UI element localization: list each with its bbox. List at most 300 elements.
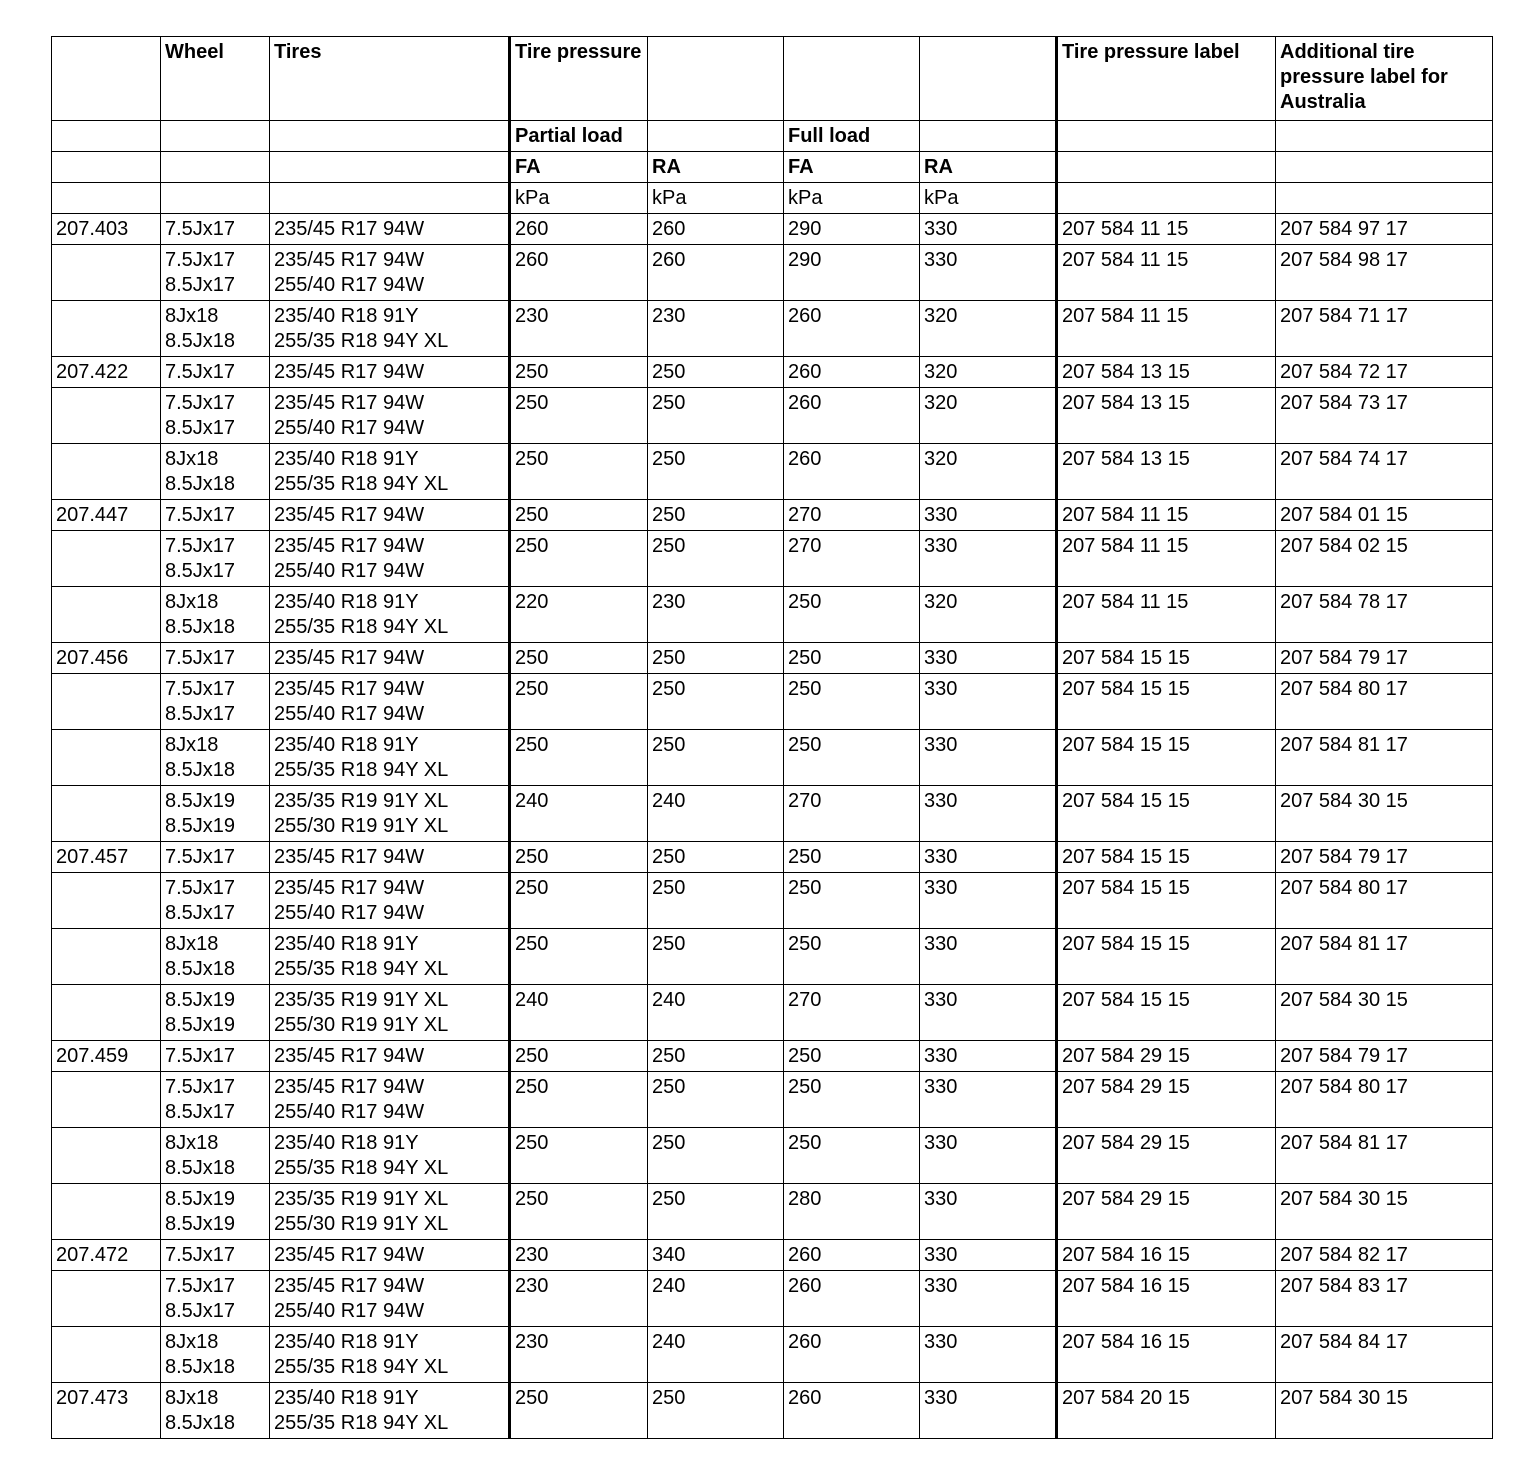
cell-model (52, 1184, 161, 1240)
cell-tires-line: 235/45 R17 94W (274, 249, 425, 271)
table-row (52, 1184, 1493, 1240)
cell-tire-pressure-label: 207 584 11 15 (1057, 301, 1276, 357)
cell-wheel-line: 8Jx18 (165, 933, 219, 955)
cell-tire-pressure-label: 207 584 15 15 (1057, 873, 1276, 929)
cell-australia-label: 207 584 74 17 (1276, 444, 1493, 500)
cell-tires-line: 255/35 R18 94Y XL (274, 473, 449, 495)
cell-full-ra: 330 (920, 531, 1057, 587)
cell-full-ra: 330 (920, 1271, 1057, 1327)
cell-wheel-line: 7.5Jx17 (165, 877, 236, 899)
cell-wheel-line: 8.5Jx18 (165, 473, 236, 495)
cell-wheel-line: 8Jx18 (165, 591, 219, 613)
cell-tire-pressure-label: 207 584 16 15 (1057, 1240, 1276, 1271)
cell-tires (270, 985, 510, 1041)
cell-wheel-line: 8.5Jx19 (165, 815, 236, 837)
cell-tires-line: 235/40 R18 91Y (274, 591, 419, 613)
cell-wheel (161, 1327, 270, 1383)
cell-full-ra: 330 (920, 1184, 1057, 1240)
cell-tires (270, 873, 510, 929)
cell-full-fa: 250 (784, 1072, 920, 1128)
cell-partial-fa: 240 (510, 985, 648, 1041)
cell-wheel-line: 7.5Jx17 (165, 218, 236, 240)
cell-model (52, 1327, 161, 1383)
cell-tires-line: 255/40 R17 94W (274, 1101, 425, 1123)
cell-wheel-line: 8.5Jx17 (165, 703, 236, 725)
header-unit: kPa (510, 183, 648, 214)
cell-tires (270, 1184, 510, 1240)
cell-wheel (161, 786, 270, 842)
cell-partial-ra: 250 (648, 1041, 784, 1072)
cell-full-fa: 250 (784, 1041, 920, 1072)
cell-wheel (161, 444, 270, 500)
cell-partial-ra: 250 (648, 873, 784, 929)
cell-tires-line: 235/40 R18 91Y (274, 1331, 419, 1353)
cell-wheel-line: 8Jx18 (165, 1331, 219, 1353)
cell-tires (270, 214, 510, 245)
cell-partial-ra: 240 (648, 1327, 784, 1383)
cell-full-fa: 260 (784, 357, 920, 388)
cell-wheel (161, 301, 270, 357)
cell-tires-line: 255/35 R18 94Y XL (274, 1157, 449, 1179)
cell-wheel-line: 7.5Jx17 (165, 361, 236, 383)
cell-full-fa: 250 (784, 1128, 920, 1184)
header-wheel: Wheel (161, 37, 270, 121)
cell-wheel-line: 8.5Jx18 (165, 616, 236, 638)
header-empty-cell (1057, 121, 1276, 152)
cell-full-ra: 330 (920, 1240, 1057, 1271)
cell-tires-line: 235/45 R17 94W (274, 392, 425, 414)
cell-wheel (161, 245, 270, 301)
table-row (52, 357, 1493, 388)
cell-tires-line: 255/35 R18 94Y XL (274, 616, 449, 638)
cell-tires (270, 245, 510, 301)
cell-tires-line: 235/40 R18 91Y (274, 305, 419, 327)
cell-tire-pressure-label: 207 584 29 15 (1057, 1041, 1276, 1072)
cell-wheel-line: 8Jx18 (165, 1387, 219, 1409)
cell-full-ra: 330 (920, 1327, 1057, 1383)
cell-partial-fa: 260 (510, 245, 648, 301)
cell-wheel-line: 8.5Jx17 (165, 902, 236, 924)
cell-full-ra: 330 (920, 245, 1057, 301)
cell-model: 207.422 (52, 357, 161, 388)
table-row (52, 1383, 1493, 1439)
cell-wheel-line: 7.5Jx17 (165, 846, 236, 868)
cell-full-fa: 250 (784, 587, 920, 643)
cell-wheel (161, 357, 270, 388)
table-row (52, 842, 1493, 873)
cell-tires (270, 587, 510, 643)
cell-tires-line: 255/35 R18 94Y XL (274, 330, 449, 352)
cell-full-fa: 270 (784, 985, 920, 1041)
cell-tire-pressure-label: 207 584 11 15 (1057, 500, 1276, 531)
table-row (52, 929, 1493, 985)
cell-tires-line: 255/30 R19 91Y XL (274, 815, 449, 837)
cell-tires (270, 786, 510, 842)
cell-tires-line: 235/45 R17 94W (274, 1076, 425, 1098)
table-row (52, 1072, 1493, 1128)
header-model (52, 37, 161, 121)
cell-tires (270, 1128, 510, 1184)
cell-model (52, 929, 161, 985)
cell-full-ra: 330 (920, 500, 1057, 531)
cell-wheel-line: 8.5Jx17 (165, 560, 236, 582)
cell-wheel (161, 1184, 270, 1240)
cell-tires (270, 1072, 510, 1128)
cell-wheel-line: 7.5Jx17 (165, 678, 236, 700)
table-row (52, 1128, 1493, 1184)
cell-partial-ra: 240 (648, 1271, 784, 1327)
cell-wheel-line: 7.5Jx17 (165, 392, 236, 414)
cell-australia-label: 207 584 79 17 (1276, 1041, 1493, 1072)
cell-full-ra: 330 (920, 1041, 1057, 1072)
header-empty-cell (270, 152, 510, 183)
cell-tire-pressure-label: 207 584 16 15 (1057, 1327, 1276, 1383)
header-empty-cell (1276, 121, 1493, 152)
table-row (52, 730, 1493, 786)
cell-full-fa: 260 (784, 444, 920, 500)
cell-full-fa: 250 (784, 730, 920, 786)
cell-model (52, 444, 161, 500)
cell-full-fa: 260 (784, 1327, 920, 1383)
header-empty-cell (784, 37, 920, 121)
cell-australia-label: 207 584 81 17 (1276, 1128, 1493, 1184)
cell-tires (270, 1383, 510, 1439)
header-empty-cell (161, 183, 270, 214)
cell-full-ra: 330 (920, 674, 1057, 730)
table-row (52, 301, 1493, 357)
cell-tires-line: 235/40 R18 91Y (274, 933, 419, 955)
cell-tires-line: 255/30 R19 91Y XL (274, 1014, 449, 1036)
header-row-titles (52, 37, 1493, 121)
header-empty-cell (648, 37, 784, 121)
cell-model (52, 301, 161, 357)
header-unit: kPa (784, 183, 920, 214)
cell-partial-fa: 250 (510, 1072, 648, 1128)
cell-partial-ra: 230 (648, 301, 784, 357)
cell-wheel-line: 7.5Jx17 (165, 504, 236, 526)
cell-full-fa: 260 (784, 1240, 920, 1271)
cell-wheel (161, 929, 270, 985)
cell-partial-fa: 260 (510, 214, 648, 245)
header-empty-cell (920, 37, 1057, 121)
header-empty-cell (52, 121, 161, 152)
header-empty-cell (1057, 152, 1276, 183)
cell-wheel-line: 8.5Jx17 (165, 417, 236, 439)
cell-tires-line: 235/35 R19 91Y XL (274, 790, 449, 812)
header-tire-pressure: Tire pressure (510, 37, 648, 121)
cell-australia-label: 207 584 80 17 (1276, 873, 1493, 929)
cell-tire-pressure-label: 207 584 15 15 (1057, 730, 1276, 786)
cell-australia-label: 207 584 97 17 (1276, 214, 1493, 245)
cell-tire-pressure-label: 207 584 16 15 (1057, 1271, 1276, 1327)
cell-australia-label: 207 584 83 17 (1276, 1271, 1493, 1327)
cell-wheel (161, 730, 270, 786)
cell-australia-label: 207 584 02 15 (1276, 531, 1493, 587)
cell-tire-pressure-label: 207 584 15 15 (1057, 786, 1276, 842)
cell-full-ra: 330 (920, 929, 1057, 985)
cell-wheel (161, 1041, 270, 1072)
header-empty-cell (920, 121, 1057, 152)
cell-tire-pressure-label: 207 584 11 15 (1057, 214, 1276, 245)
cell-tires-line: 235/45 R17 94W (274, 678, 425, 700)
cell-tires (270, 500, 510, 531)
header-tires: Tires (270, 37, 510, 121)
cell-tires-line: 255/40 R17 94W (274, 560, 425, 582)
header-unit: kPa (648, 183, 784, 214)
cell-partial-ra: 250 (648, 929, 784, 985)
cell-partial-ra: 250 (648, 500, 784, 531)
cell-full-ra: 320 (920, 587, 1057, 643)
cell-partial-fa: 230 (510, 1240, 648, 1271)
cell-tires-line: 235/45 R17 94W (274, 877, 425, 899)
cell-wheel (161, 1240, 270, 1271)
cell-tires-line: 255/35 R18 94Y XL (274, 1412, 449, 1434)
cell-wheel-line: 8.5Jx17 (165, 274, 236, 296)
cell-wheel (161, 388, 270, 444)
cell-tires (270, 643, 510, 674)
cell-partial-ra: 250 (648, 674, 784, 730)
cell-australia-label: 207 584 82 17 (1276, 1240, 1493, 1271)
cell-wheel-line: 7.5Jx17 (165, 647, 236, 669)
cell-wheel (161, 842, 270, 873)
cell-model: 207.459 (52, 1041, 161, 1072)
cell-tire-pressure-label: 207 584 29 15 (1057, 1128, 1276, 1184)
cell-partial-ra: 250 (648, 388, 784, 444)
table-row (52, 587, 1493, 643)
cell-wheel-line: 7.5Jx17 (165, 1076, 236, 1098)
cell-tire-pressure-label: 207 584 15 15 (1057, 985, 1276, 1041)
cell-tires (270, 1041, 510, 1072)
cell-tires (270, 444, 510, 500)
cell-model (52, 388, 161, 444)
cell-tires-line: 235/45 R17 94W (274, 846, 425, 868)
cell-partial-ra: 250 (648, 643, 784, 674)
cell-wheel-line: 8.5Jx18 (165, 958, 236, 980)
cell-tires (270, 357, 510, 388)
cell-tires-line: 235/45 R17 94W (274, 218, 425, 240)
cell-partial-fa: 230 (510, 301, 648, 357)
cell-partial-fa: 230 (510, 1271, 648, 1327)
cell-australia-label: 207 584 30 15 (1276, 985, 1493, 1041)
cell-tires-line: 235/40 R18 91Y (274, 1387, 419, 1409)
cell-tire-pressure-label: 207 584 11 15 (1057, 587, 1276, 643)
cell-model (52, 531, 161, 587)
cell-full-fa: 250 (784, 674, 920, 730)
cell-partial-ra: 240 (648, 985, 784, 1041)
cell-tires-line: 235/45 R17 94W (274, 1275, 425, 1297)
cell-tires-line: 235/45 R17 94W (274, 647, 425, 669)
cell-partial-fa: 230 (510, 1327, 648, 1383)
cell-tires (270, 301, 510, 357)
table-header (52, 37, 1493, 214)
cell-australia-label: 207 584 81 17 (1276, 730, 1493, 786)
cell-full-ra: 330 (920, 1383, 1057, 1439)
cell-model (52, 587, 161, 643)
cell-tires-line: 255/40 R17 94W (274, 417, 425, 439)
cell-partial-fa: 220 (510, 587, 648, 643)
cell-model: 207.403 (52, 214, 161, 245)
cell-model (52, 1128, 161, 1184)
cell-full-ra: 330 (920, 214, 1057, 245)
cell-tires-line: 255/35 R18 94Y XL (274, 759, 449, 781)
cell-full-fa: 260 (784, 1383, 920, 1439)
cell-australia-label: 207 584 78 17 (1276, 587, 1493, 643)
cell-partial-ra: 260 (648, 245, 784, 301)
cell-wheel-line: 8Jx18 (165, 305, 219, 327)
cell-model: 207.472 (52, 1240, 161, 1271)
cell-wheel-line: 8.5Jx17 (165, 1300, 236, 1322)
cell-partial-ra: 260 (648, 214, 784, 245)
header-empty-cell (161, 152, 270, 183)
cell-full-ra: 330 (920, 730, 1057, 786)
cell-model: 207.473 (52, 1383, 161, 1439)
cell-tires-line: 235/45 R17 94W (274, 1244, 425, 1266)
cell-tire-pressure-label: 207 584 29 15 (1057, 1072, 1276, 1128)
cell-partial-ra: 340 (648, 1240, 784, 1271)
header-row-unit (52, 183, 1493, 214)
cell-australia-label: 207 584 01 15 (1276, 500, 1493, 531)
cell-partial-fa: 250 (510, 1041, 648, 1072)
cell-wheel (161, 1271, 270, 1327)
cell-tires (270, 1271, 510, 1327)
table-row (52, 873, 1493, 929)
header-tire-pressure-label: Tire pressure label (1057, 37, 1276, 121)
cell-tire-pressure-label: 207 584 11 15 (1057, 531, 1276, 587)
cell-partial-ra: 250 (648, 1128, 784, 1184)
cell-wheel-line: 8Jx18 (165, 734, 219, 756)
cell-australia-label: 207 584 30 15 (1276, 1184, 1493, 1240)
cell-wheel-line: 7.5Jx17 (165, 535, 236, 557)
cell-full-fa: 250 (784, 643, 920, 674)
table-row (52, 245, 1493, 301)
cell-tire-pressure-label: 207 584 13 15 (1057, 388, 1276, 444)
cell-wheel (161, 674, 270, 730)
header-empty-cell (648, 121, 784, 152)
cell-partial-ra: 250 (648, 1383, 784, 1439)
cell-partial-fa: 250 (510, 1383, 648, 1439)
header-australia-label: Additional tire pressure label for Australia (1276, 37, 1493, 121)
cell-tires-line: 255/30 R19 91Y XL (274, 1213, 449, 1235)
cell-full-fa: 290 (784, 245, 920, 301)
cell-partial-ra: 250 (648, 1072, 784, 1128)
cell-wheel (161, 500, 270, 531)
cell-australia-label: 207 584 72 17 (1276, 357, 1493, 388)
cell-tires-line: 235/40 R18 91Y (274, 1132, 419, 1154)
header-empty-cell (1276, 152, 1493, 183)
cell-full-ra: 320 (920, 444, 1057, 500)
header-empty-cell (270, 183, 510, 214)
cell-tires-line: 255/40 R17 94W (274, 274, 425, 296)
header-unit: kPa (920, 183, 1057, 214)
cell-wheel-line: 8.5Jx19 (165, 1014, 236, 1036)
cell-partial-ra: 250 (648, 842, 784, 873)
cell-tires-line: 235/40 R18 91Y (274, 448, 419, 470)
cell-model: 207.447 (52, 500, 161, 531)
header-row-axle (52, 152, 1493, 183)
table-row (52, 214, 1493, 245)
cell-full-fa: 250 (784, 842, 920, 873)
header-partial-load: Partial load (510, 121, 648, 152)
cell-full-ra: 330 (920, 842, 1057, 873)
cell-full-fa: 270 (784, 786, 920, 842)
cell-tire-pressure-label: 207 584 15 15 (1057, 674, 1276, 730)
cell-tire-pressure-label: 207 584 29 15 (1057, 1184, 1276, 1240)
cell-partial-fa: 250 (510, 730, 648, 786)
table-body (52, 214, 1493, 1439)
cell-tires-line: 255/35 R18 94Y XL (274, 1356, 449, 1378)
cell-tires-line: 255/40 R17 94W (274, 1300, 425, 1322)
cell-australia-label: 207 584 73 17 (1276, 388, 1493, 444)
cell-wheel (161, 643, 270, 674)
cell-australia-label: 207 584 30 15 (1276, 1383, 1493, 1439)
cell-tires-line: 235/45 R17 94W (274, 361, 425, 383)
cell-model (52, 985, 161, 1041)
cell-partial-ra: 230 (648, 587, 784, 643)
cell-wheel-line: 8.5Jx17 (165, 1101, 236, 1123)
table-row (52, 444, 1493, 500)
cell-wheel-line: 8.5Jx18 (165, 330, 236, 352)
cell-wheel-line: 7.5Jx17 (165, 1275, 236, 1297)
cell-wheel-line: 7.5Jx17 (165, 1244, 236, 1266)
header-empty-cell (52, 152, 161, 183)
cell-partial-fa: 250 (510, 444, 648, 500)
cell-model (52, 873, 161, 929)
table-row (52, 643, 1493, 674)
cell-wheel-line: 7.5Jx17 (165, 1045, 236, 1067)
cell-wheel-line: 8.5Jx18 (165, 1412, 236, 1434)
cell-full-fa: 250 (784, 929, 920, 985)
cell-model (52, 730, 161, 786)
header-empty-cell (161, 121, 270, 152)
cell-full-ra: 330 (920, 873, 1057, 929)
cell-australia-label: 207 584 80 17 (1276, 674, 1493, 730)
cell-model (52, 1271, 161, 1327)
cell-tires-line: 235/35 R19 91Y XL (274, 1188, 449, 1210)
cell-full-fa: 270 (784, 500, 920, 531)
header-full-ra: RA (920, 152, 1057, 183)
cell-partial-ra: 250 (648, 1184, 784, 1240)
cell-partial-fa: 250 (510, 531, 648, 587)
cell-partial-ra: 250 (648, 730, 784, 786)
cell-full-fa: 260 (784, 301, 920, 357)
cell-wheel-line: 8.5Jx19 (165, 1188, 236, 1210)
header-partial-fa: FA (510, 152, 648, 183)
cell-partial-fa: 250 (510, 842, 648, 873)
header-partial-ra: RA (648, 152, 784, 183)
header-empty-cell (270, 121, 510, 152)
cell-partial-fa: 250 (510, 643, 648, 674)
cell-full-ra: 330 (920, 786, 1057, 842)
cell-partial-ra: 250 (648, 444, 784, 500)
header-empty-cell (1057, 183, 1276, 214)
cell-full-fa: 260 (784, 1271, 920, 1327)
table-row (52, 1240, 1493, 1271)
cell-partial-fa: 250 (510, 873, 648, 929)
tire-pressure-table (51, 36, 1493, 1439)
cell-partial-ra: 240 (648, 786, 784, 842)
cell-tires (270, 674, 510, 730)
table-row (52, 1041, 1493, 1072)
header-row-load (52, 121, 1493, 152)
cell-wheel-line: 8.5Jx19 (165, 790, 236, 812)
cell-full-ra: 320 (920, 357, 1057, 388)
cell-full-ra: 320 (920, 301, 1057, 357)
cell-model: 207.457 (52, 842, 161, 873)
cell-wheel (161, 985, 270, 1041)
cell-tires (270, 388, 510, 444)
cell-tires (270, 730, 510, 786)
cell-australia-label: 207 584 79 17 (1276, 842, 1493, 873)
